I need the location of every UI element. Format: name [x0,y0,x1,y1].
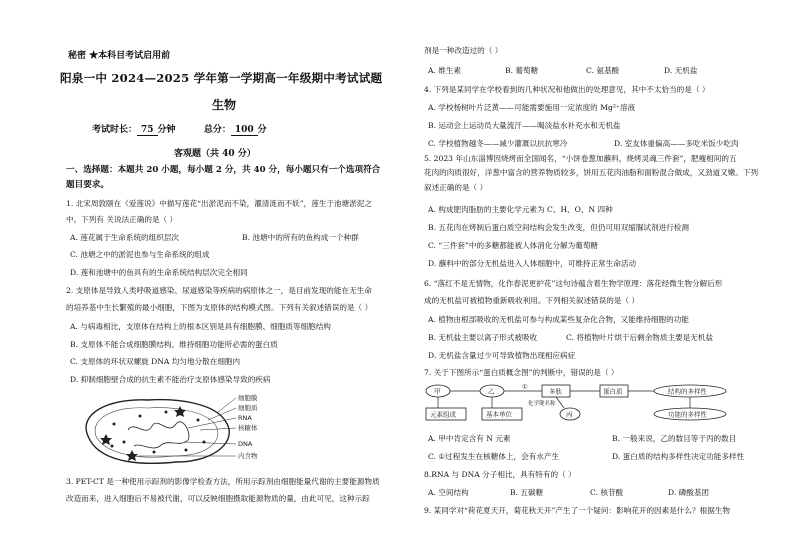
q3-stem-line1: 3. PET-CT 是一种使用示踪剂的影像学检查方法，所用示踪剂由细胞能量代谢的主要能源物质 [66,477,380,486]
q2-stem-line1: 2. 支原体是导致人类呼吸道感染、尿道感染等疾病的病原体之一，是目前发现的能在无生命 [66,286,372,295]
q5-option-a: A. 构成肥肉脂肪的主要化学元素为 C、H、O、N 四种 [428,205,613,214]
node-bond: 化学键名称 [528,401,556,407]
node-elements: 元素组成 [430,410,456,419]
q1-option-d: D. 莲和池塘中的鱼具有的生命系统结构层次完全相同 [70,268,248,277]
q5-option-d: D. 蘸料中的部分无机盐进入人体细胞中，可维持正常生命活动 [428,259,637,268]
q3-option-b: B. 葡萄糖 [505,66,539,75]
node-structure: 结构的多样性 [668,387,707,396]
q2-stem-line2: 的培养基中生长繁殖的最小细胞，下图为支原体的结构模式图。下列有关叙述错误的是（ ） [66,303,373,312]
cell-membrane-outline [86,400,229,464]
score-label: 总分： [203,125,231,135]
objective-heading: 客观题（共 40 分） [174,149,256,159]
time-unit: 分钟 [157,125,176,135]
time-label: 考试时长： [92,125,138,135]
q2-option-d: D. 抑制细胞壁合成的抗生素不能治疗支原体感染导致的疾病 [70,375,271,384]
q5-stem-line2: 花肉的肉质很好，洋葱中富含的营养物质较多，饼用五花肉油脂和面粉混合做成，又劲道又嫩。下列 [424,168,759,177]
mycoplasma-figure [68,390,268,470]
q1-stem-line2: 中。下列有 关说法正确的是（ ） [66,215,178,224]
section-heading-line2: 题目要求。 [66,180,109,190]
q3-stem-line2: 改造而来，进入细胞后不易被代谢，可以反映细胞摄取能源物质的量，由此可见，这种示踪 [66,494,370,503]
q5-option-b: B. 五花肉在烤制后蛋白质空间结构会发生改变，但仍可用双缩脲试剂进行检测 [428,223,689,232]
exam-title: 阳泉一中 2024—2025 学年第一学期高一年级期中考试试题 [60,71,383,85]
q7-stem: 7. 关于下图所示“蛋白质概念图”的判断中，错误的是（ ） [424,368,619,377]
node-yi: 乙 [488,387,495,396]
q6-option-c: C. 将植物叶片烘干后剩余物质主要是无机盐 [566,333,714,342]
q8-option-c: C. 核苷酸 [590,488,624,497]
q9-stem-line1: 9. 某同学对“荷花夏天开，菊花秋天开”产生了一个疑问：影响花开的因素是什么？根据生物 [424,506,730,515]
q8-option-a: A. 空间结构 [428,488,469,497]
q3-option-d: D. 无机盐 [664,66,698,75]
q1-option-c: C. 池塘之中的淤泥也参与生命系统的组成 [70,250,210,259]
confidential-label: 秘密 ★本科目考试启用前 [68,51,171,61]
q3-option-a: A. 维生素 [428,66,462,75]
q3-option-c: C. 氨基酸 [586,66,620,75]
score-value: 100 [231,125,258,136]
protein-concept-map [424,382,744,426]
q6-option-b: B. 无机盐主要以离子形式被吸收 [428,333,538,342]
q6-option-d: D. 无机盐含量过少可导致植物出现相应病症 [428,351,576,360]
label-dna: DNA [238,440,253,448]
q6-stem-line1: 6. “落红不是无情物，化作春泥更护花”这句诗蕴含着生物学原理：落花经微生物分解后形 [424,279,723,288]
concept-map-arrows [438,391,690,408]
q4-option-a: A. 学校杨树叶片泛黄——可能需要施用一定浓度的 Mg²⁺溶液 [428,103,636,112]
node-unit: 基本单位 [486,410,512,419]
time-value: 75 [137,125,158,136]
process-1: ① [522,383,528,391]
q3-stem-line3: 剂是一种改造过的（ ） [424,46,503,55]
q7-option-d: D. 蛋白质的结构多样性决定功能多样性 [612,452,745,461]
q4-stem: 4. 下列是某同学在学校看到的几种状况和他做出的处理意见，其中不太恰当的是（ ） [424,85,710,94]
q8-option-d: D. 磷酸基团 [668,488,710,497]
section-heading-line1: 一、选择题：本题共 20 小题，每小题 2 分，共 40 分，每小题只有一个选项符合 [66,165,381,175]
node-function: 功能的多样性 [668,410,707,419]
label-ribosome: 核糖体 [238,424,258,432]
q6-stem-line2: 成的无机盐可被植物重新吸收利用。下列相关叙述错误的是（ ） [424,296,640,305]
node-duotai: 多肽 [549,387,562,396]
label-cytoplasm: 细胞质 [238,404,258,412]
q2-option-b: B. 支原体不能合成细胞膜结构、维持细胞功能所必需的蛋白质 [70,340,278,349]
q2-option-a: A. 与病毒相比，支原体在结构上的根本区别是具有细胞膜、细胞质等细胞结构 [70,322,331,331]
inclusion-stars [100,406,186,461]
q2-option-c: C. 支原体的环状双螺旋 DNA 均匀地分散在细胞内 [70,357,241,366]
exam-time-score [92,122,267,136]
node-danbaizhi: 蛋白质 [603,387,623,396]
exam-subject: 生物 [212,98,237,112]
cell-inner-outline [95,408,218,458]
q1-option-a: A. 莲花属于生命系统的组织层次 [70,233,180,242]
q8-stem: 8.RNA 与 DNA 分子相比，具有特有的（ ） [424,470,576,479]
label-inclusion: 内含物 [238,452,258,460]
dna-strand [128,422,189,448]
q1-stem-line1: 1. 北宋周敦颐在《爱莲说》中描写莲花“出淤泥而不染，濯清涟而不妖”，莲生于池塘淤泥之 [66,199,372,208]
q7-option-a: A. 甲中肯定含有 N 元素 [428,434,511,443]
label-rna: RNA [238,414,252,422]
q4-option-b: B. 运动会上运动员大量流汗——喝淡盐水补充水和无机盐 [428,121,621,130]
q6-option-a: A. 植物由根部吸收的无机盐可参与构成某些复杂化合物，又能维持细胞的功能 [428,315,689,324]
score-unit: 分 [257,125,267,135]
q4-option-c: C. 学校植物越冬——减少灌溉以抗抗寒冷 [428,139,568,148]
label-membrane: 细胞膜 [238,394,258,402]
node-bing: 丙 [566,410,573,419]
q7-option-c: C. ①过程发生在核糖体上，会有水产生 [428,452,560,461]
q5-option-c: C. “三件套”中的多糖都能被人体消化分解为葡萄糖 [428,241,599,250]
q7-option-b: B. 一般来说，乙的数目等于丙的数目 [612,434,737,443]
node-jia: 甲 [434,387,441,396]
q5-stem-line3: 叙述正确的是（ ） [424,183,488,192]
q1-option-b: B. 池塘中的所有的鱼构成一个种群 [242,233,359,242]
q8-option-b: B. 五碳糖 [510,488,544,497]
q4-option-d: D. 室友体重偏高——多吃米饭少吃肉 [614,139,739,148]
q5-stem-line1: 5. 2023 年山东淄博因烧烤而全国闻名，“小饼卷葱加蘸料，烧烤灵魂三件套”，肥瘦相间的五 [424,154,737,163]
